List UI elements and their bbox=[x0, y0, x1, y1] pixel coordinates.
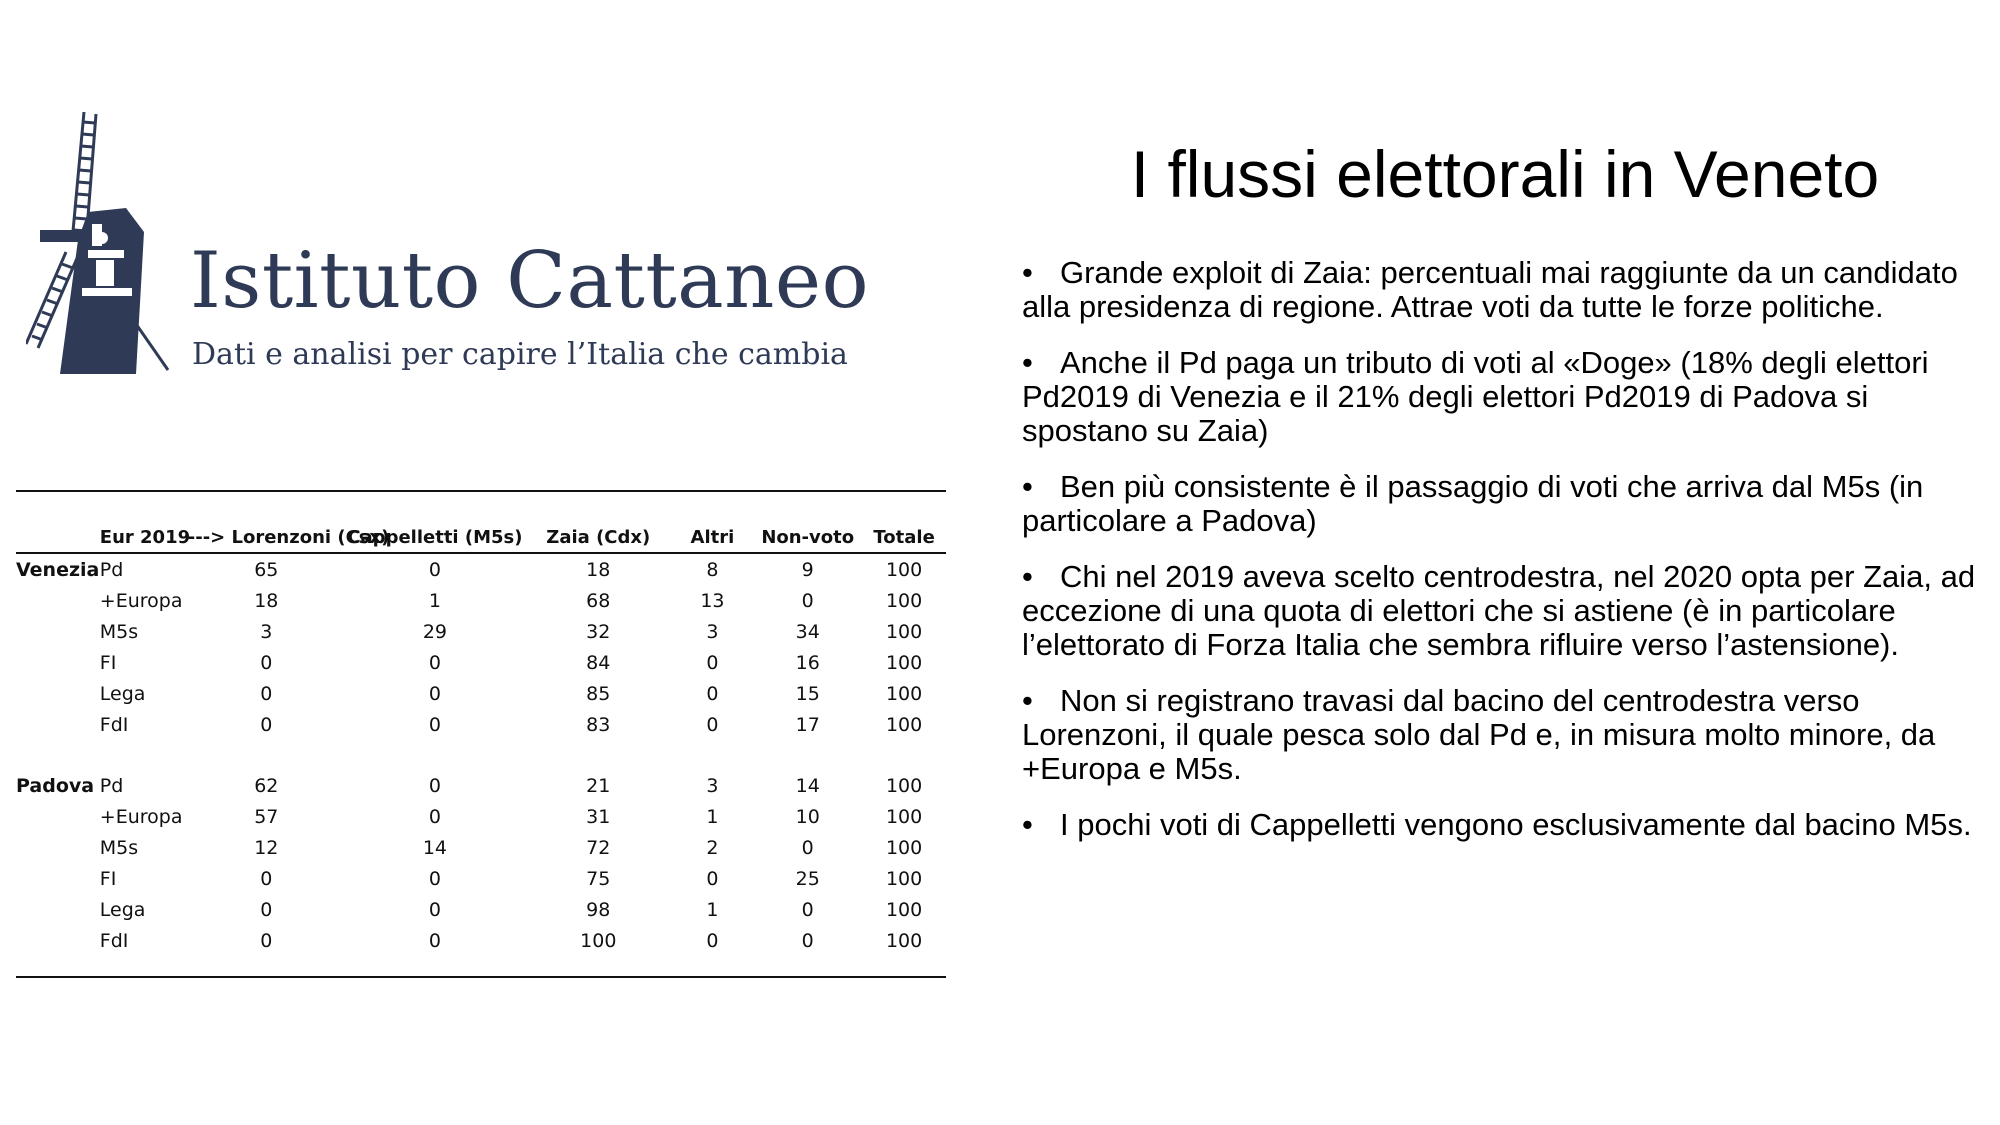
table-header-row bbox=[16, 522, 946, 553]
cell-totale: 100 bbox=[885, 929, 923, 952]
cell-non-voto: 16 bbox=[795, 651, 820, 674]
bullet-text: Chi nel 2019 aveva scelto centrodestra, nel 2020 opta per Zaia, ad eccezione di una quota di elettori che si astiene (è in particolare l’elettorato di Forza Italia che sembra rifluire verso l’astensione). bbox=[1022, 559, 1976, 662]
bullet-item bbox=[1022, 346, 1997, 448]
table-bottom-rule bbox=[16, 976, 946, 978]
table-row bbox=[16, 925, 946, 956]
table-row bbox=[16, 647, 946, 678]
bullet-marker: • bbox=[1022, 255, 1033, 290]
header-zaia: Zaia (Cdx) bbox=[525, 522, 672, 553]
cell-lorenzoni: 57 bbox=[254, 805, 279, 828]
party-label: +Europa bbox=[99, 805, 183, 828]
bullet-item bbox=[1022, 256, 1997, 324]
cell-altri: 0 bbox=[706, 867, 719, 890]
cell-zaia: 100 bbox=[580, 929, 617, 952]
cell-non-voto: 25 bbox=[795, 867, 820, 890]
bullet-item bbox=[1022, 808, 1997, 842]
cell-lorenzoni: 18 bbox=[254, 589, 279, 612]
bullet-marker: • bbox=[1022, 683, 1033, 718]
region-label: Venezia bbox=[16, 558, 100, 581]
institute-tagline: Dati e analisi per capire l’Italia che cambia bbox=[192, 337, 848, 372]
cell-altri: 0 bbox=[706, 682, 719, 705]
bullet-text: I pochi voti di Cappelletti vengono esclusivamente dal bacino M5s. bbox=[1060, 807, 1972, 842]
cell-zaia: 72 bbox=[586, 836, 611, 859]
cell-non-voto: 15 bbox=[795, 682, 820, 705]
cell-totale: 100 bbox=[885, 558, 923, 581]
cell-cappelletti: 14 bbox=[422, 836, 447, 859]
cell-non-voto: 9 bbox=[801, 558, 814, 581]
header-lorenzoni: ---> Lorenzoni (Csx) bbox=[188, 522, 345, 553]
cell-non-voto: 17 bbox=[795, 713, 820, 736]
party-label: Lega bbox=[99, 898, 146, 921]
cell-altri: 3 bbox=[706, 774, 719, 797]
header-non-voto: Non-voto bbox=[753, 522, 862, 553]
bullet-item bbox=[1022, 560, 1997, 662]
party-label: Pd bbox=[99, 558, 124, 581]
cell-non-voto: 0 bbox=[801, 589, 814, 612]
table-top-rule bbox=[16, 490, 946, 492]
cell-altri: 1 bbox=[706, 805, 719, 828]
cell-lorenzoni: 62 bbox=[254, 774, 279, 797]
bullet-list bbox=[1022, 256, 1997, 864]
table-row bbox=[16, 709, 946, 740]
cell-totale: 100 bbox=[885, 805, 923, 828]
party-label: Lega bbox=[99, 682, 146, 705]
cell-zaia: 83 bbox=[586, 713, 611, 736]
cell-cappelletti: 0 bbox=[428, 682, 441, 705]
cell-zaia: 84 bbox=[586, 651, 611, 674]
cell-non-voto: 0 bbox=[801, 836, 814, 859]
party-label: M5s bbox=[99, 620, 139, 643]
region-label: Padova bbox=[16, 774, 95, 797]
cell-cappelletti: 0 bbox=[428, 713, 441, 736]
vote-flows-table bbox=[16, 522, 946, 956]
cell-lorenzoni: 0 bbox=[260, 898, 273, 921]
cell-altri: 2 bbox=[706, 836, 719, 859]
bullet-item bbox=[1022, 470, 1997, 538]
cell-cappelletti: 0 bbox=[428, 929, 441, 952]
bullet-marker: • bbox=[1022, 469, 1033, 504]
cell-totale: 100 bbox=[885, 867, 923, 890]
cell-cappelletti: 1 bbox=[428, 589, 441, 612]
cell-altri: 8 bbox=[706, 558, 719, 581]
cell-non-voto: 0 bbox=[801, 898, 814, 921]
cell-zaia: 85 bbox=[586, 682, 611, 705]
cell-totale: 100 bbox=[885, 898, 923, 921]
header-eur-2019: Eur 2019 bbox=[100, 522, 188, 553]
bullet-text: Grande exploit di Zaia: percentuali mai raggiunte da un candidato alla presidenza di regione. Attrae voti da tutte le forze politiche. bbox=[1022, 255, 1958, 324]
cell-totale: 100 bbox=[885, 836, 923, 859]
party-label: FI bbox=[99, 867, 117, 890]
cell-zaia: 68 bbox=[586, 589, 611, 612]
cell-zaia: 98 bbox=[586, 898, 611, 921]
cell-cappelletti: 0 bbox=[428, 898, 441, 921]
slide-title: I flussi elettorali in Veneto bbox=[1130, 137, 1880, 211]
header-cappelletti: Cappelletti (M5s) bbox=[345, 522, 525, 553]
cell-non-voto: 0 bbox=[801, 929, 814, 952]
cell-totale: 100 bbox=[885, 651, 923, 674]
cell-zaia: 31 bbox=[586, 805, 611, 828]
cell-cappelletti: 0 bbox=[428, 805, 441, 828]
bullet-text: Non si registrano travasi dal bacino del centrodestra verso Lorenzoni, il quale pesca solo dal Pd e, in misura molto minore, da +Europa e M5s. bbox=[1022, 683, 1936, 786]
table-spacer-row bbox=[16, 740, 946, 770]
bullet-text: Anche il Pd paga un tributo di voti al «Doge» (18% degli elettori Pd2019 di Venezia e il 21% degli elettori Pd2019 di Padova si spostano su Zaia) bbox=[1022, 345, 1929, 448]
windmill-icon bbox=[26, 112, 186, 374]
cell-cappelletti: 0 bbox=[428, 558, 441, 581]
cell-lorenzoni: 0 bbox=[260, 651, 273, 674]
cell-totale: 100 bbox=[885, 774, 923, 797]
header-region bbox=[16, 522, 100, 553]
cell-cappelletti: 0 bbox=[428, 867, 441, 890]
bullet-marker: • bbox=[1022, 345, 1033, 380]
cell-altri: 3 bbox=[706, 620, 719, 643]
vote-flows-table-section bbox=[16, 490, 946, 978]
party-label: Pd bbox=[99, 774, 124, 797]
cell-non-voto: 14 bbox=[795, 774, 820, 797]
cell-altri: 13 bbox=[700, 589, 725, 612]
cell-zaia: 18 bbox=[586, 558, 611, 581]
cell-altri: 0 bbox=[706, 929, 719, 952]
cell-lorenzoni: 0 bbox=[260, 867, 273, 890]
cell-lorenzoni: 0 bbox=[260, 713, 273, 736]
party-label: FI bbox=[99, 651, 117, 674]
party-label: +Europa bbox=[99, 589, 183, 612]
header-totale: Totale bbox=[862, 522, 946, 553]
header-altri: Altri bbox=[672, 522, 754, 553]
cell-altri: 0 bbox=[706, 651, 719, 674]
bullet-marker: • bbox=[1022, 559, 1033, 594]
party-label: FdI bbox=[99, 929, 129, 952]
table-row bbox=[16, 832, 946, 863]
cell-totale: 100 bbox=[885, 682, 923, 705]
party-label: FdI bbox=[99, 713, 129, 736]
bullet-item bbox=[1022, 684, 1997, 786]
bullet-marker: • bbox=[1022, 807, 1033, 842]
party-label: M5s bbox=[99, 836, 139, 859]
cell-non-voto: 34 bbox=[795, 620, 820, 643]
cell-lorenzoni: 0 bbox=[260, 929, 273, 952]
cell-altri: 1 bbox=[706, 898, 719, 921]
table-row bbox=[16, 863, 946, 894]
cell-non-voto: 10 bbox=[795, 805, 820, 828]
table-row bbox=[16, 801, 946, 832]
table-row bbox=[16, 894, 946, 925]
cell-altri: 0 bbox=[706, 713, 719, 736]
cell-cappelletti: 0 bbox=[428, 651, 441, 674]
cell-totale: 100 bbox=[885, 620, 923, 643]
cell-cappelletti: 29 bbox=[422, 620, 447, 643]
table-row bbox=[16, 553, 946, 585]
cell-totale: 100 bbox=[885, 713, 923, 736]
table-row bbox=[16, 585, 946, 616]
cell-cappelletti: 0 bbox=[428, 774, 441, 797]
bullet-text: Ben più consistente è il passaggio di voti che arriva dal M5s (in particolare a Padova) bbox=[1022, 469, 1924, 538]
cell-lorenzoni: 0 bbox=[260, 682, 273, 705]
cell-lorenzoni: 12 bbox=[254, 836, 279, 859]
cell-zaia: 21 bbox=[586, 774, 611, 797]
cell-totale: 100 bbox=[885, 589, 923, 612]
cell-zaia: 32 bbox=[586, 620, 611, 643]
table-row bbox=[16, 678, 946, 709]
institute-logo bbox=[26, 112, 870, 382]
institute-name: Istituto Cattaneo bbox=[190, 236, 870, 326]
cell-lorenzoni: 3 bbox=[260, 620, 273, 643]
cell-zaia: 75 bbox=[586, 867, 611, 890]
table-row bbox=[16, 770, 946, 801]
table-row bbox=[16, 616, 946, 647]
cell-lorenzoni: 65 bbox=[254, 558, 279, 581]
